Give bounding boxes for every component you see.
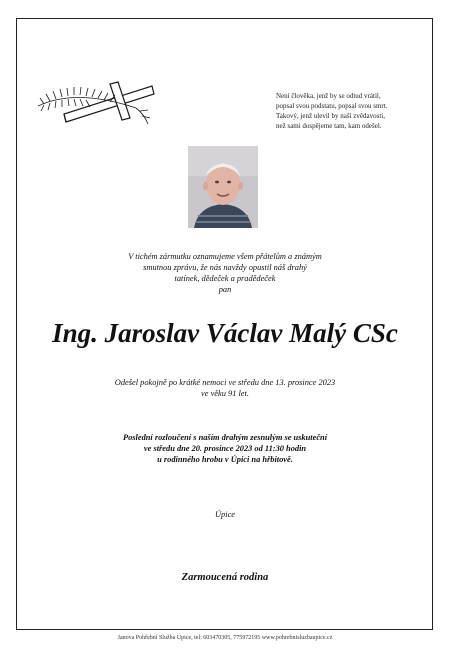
deceased-name: Ing. Jaroslav Václav Malý CSc: [52, 318, 398, 348]
intro-line: smutnou zprávu, že nás navždy opustil náš drahý: [143, 263, 307, 272]
place-name: Úpice: [215, 510, 235, 519]
death-line: Odešel pokojně po krátké nemoci ve středu dne 13. prosince 2023: [114, 378, 336, 387]
funeral-line: ve středu dne 20. prosince 2023 od 11:30 hodin: [143, 444, 307, 453]
announcement-intro: [60, 251, 390, 295]
funeral-details: [40, 432, 410, 465]
quote-line: Není člověka, jenž by se odtud vrátil,: [276, 92, 381, 100]
portrait-photo: [188, 146, 258, 228]
funeral-line: Poslední rozloučení s naším drahým zesnulým se uskuteční: [122, 433, 328, 442]
quote-line: popsal svou podstatu, popsal svou smrt.: [276, 102, 388, 110]
family-signature: Zarmoucená rodina: [181, 572, 269, 583]
memorial-quote: [276, 91, 426, 131]
quote-line: než sami dospějeme tam, kam odešel.: [276, 122, 382, 130]
funeral-service-footer: Janova Pohřební Služba Úpice, tel: 603470305, 775972195 www.pohrebnisluzbaupice.cz: [117, 635, 333, 641]
cross-with-palm-branch-icon: [36, 78, 156, 130]
intro-line: V tichém zármutku oznamujeme všem přátelům a známým: [128, 252, 322, 261]
death-notice: [40, 377, 410, 399]
intro-line: pan: [218, 285, 232, 294]
death-line: ve věku 91 let.: [201, 389, 249, 398]
quote-line: Takový, jenž ulevil by naší zvědavosti,: [276, 112, 385, 120]
funeral-line: u rodinného hrobu v Úpici na hřbitově.: [157, 455, 293, 464]
intro-line: tatínek, dědeček a pradědeček: [174, 274, 276, 283]
